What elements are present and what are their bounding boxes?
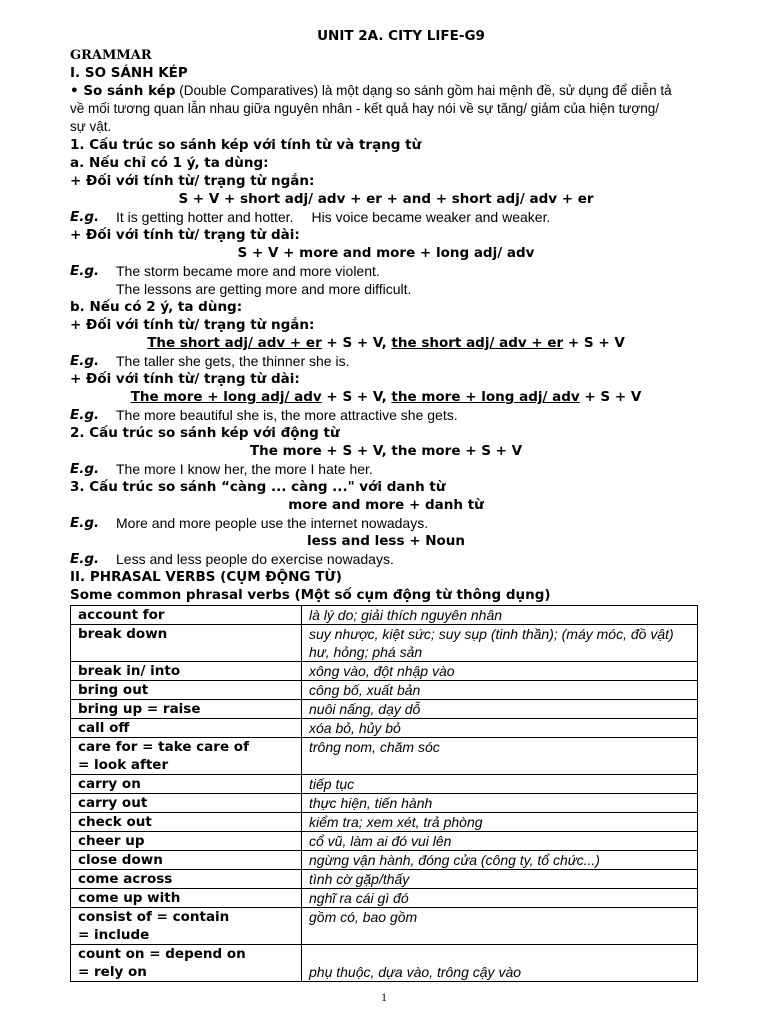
intro-bold: • So sánh kép	[70, 83, 176, 99]
b-long-heading: + Đối với tính từ/ trạng từ dài:	[70, 371, 300, 387]
meaning-text: xóa bỏ, hủy bỏ	[309, 720, 401, 736]
meaning-cell	[302, 625, 698, 662]
formula-noun-2: less and less + Noun	[307, 533, 465, 549]
structure1-heading: 1. Cấu trúc so sánh kép với tính từ và trạng từ	[70, 137, 422, 153]
meaning-cell	[302, 794, 698, 813]
section2-subheading: Some common phrasal verbs (Một số cụm động từ thông dụng)	[70, 587, 551, 603]
meaning-cell	[302, 606, 698, 625]
meaning-cell	[302, 662, 698, 681]
meaning-text: công bố, xuất bản	[309, 682, 421, 698]
example-verb	[70, 460, 702, 478]
table-row	[71, 662, 698, 681]
table-row	[71, 813, 698, 832]
eg-label: E.g.	[70, 407, 100, 423]
meaning-text	[309, 945, 690, 963]
example-text: More and more people use the internet nowadays.	[116, 515, 429, 531]
table-row	[71, 681, 698, 700]
meaning-cell	[302, 832, 698, 851]
page-number: 1	[381, 990, 387, 1004]
table-row	[71, 889, 698, 908]
example-text: The more I know her, the more I hate her.	[116, 461, 373, 477]
grammar-heading: GRAMMAR	[70, 48, 152, 63]
meaning-text: tiếp tục	[309, 776, 355, 792]
table-row	[71, 794, 698, 813]
table-row	[71, 870, 698, 889]
meaning-cell	[302, 945, 698, 982]
example-text: The taller she gets, the thinner she is.	[116, 353, 350, 369]
phrasal-verb-text: consist of = contain	[78, 909, 230, 925]
meaning-text: suy nhược, kiệt sức; suy sụp (tinh thần); (máy móc, đồ vật)	[309, 626, 674, 642]
meaning-text: gồm có, bao gồm	[309, 909, 418, 925]
eg-label: E.g.	[70, 263, 100, 279]
section1-heading: I. SO SÁNH KÉP	[70, 65, 188, 81]
phrasal-verb-text: cheer up	[78, 833, 145, 849]
example-text: The more beautiful she is, the more attractive she gets.	[116, 407, 458, 423]
phrasal-verb-cell	[71, 870, 302, 889]
meaning-text: hư, hỏng; phá sản	[309, 644, 423, 660]
phrasal-verb-cell	[71, 719, 302, 738]
example-text: His voice became weaker and weaker.	[311, 209, 551, 225]
example-long	[70, 262, 702, 280]
phrasal-verb-text: come up with	[78, 890, 181, 906]
meaning-cell	[302, 700, 698, 719]
phrasal-verb-text: = look after	[78, 757, 169, 773]
phrasal-verb-cell	[71, 813, 302, 832]
example-text: The lessons are getting more and more difficult.	[116, 281, 412, 297]
example-noun-2	[70, 550, 702, 568]
meaning-text: ngừng vận hành, đóng cửa (công ty, tổ chức...)	[309, 852, 600, 868]
page-title: UNIT 2A. CITY LIFE-G9	[317, 28, 485, 44]
eg-label: E.g.	[70, 209, 100, 225]
table-row	[71, 738, 698, 775]
formula-part: + S + V,	[321, 389, 392, 405]
meaning-cell	[302, 813, 698, 832]
eg-label: E.g.	[70, 515, 100, 531]
meaning-text: trông nom, chăm sóc	[309, 739, 440, 755]
meaning-cell	[302, 719, 698, 738]
example-short	[70, 208, 702, 226]
formula-part: The short adj/ adv + er	[147, 335, 322, 351]
long-adj-heading: + Đối với tính từ/ trạng từ dài:	[70, 227, 300, 243]
phrasal-verb-cell	[71, 606, 302, 625]
meaning-text: thực hiện, tiến hành	[309, 795, 433, 811]
table-row	[71, 945, 698, 982]
example-noun-1	[70, 514, 702, 532]
phrasal-verb-cell	[71, 700, 302, 719]
intro-paragraph	[70, 82, 702, 136]
phrasal-verb-text: check out	[78, 814, 152, 830]
meaning-text: kiểm tra; xem xét, trả phòng	[309, 814, 483, 830]
formula-noun-1: more and more + danh từ	[288, 497, 484, 513]
example-text: Less and less people do exercise nowadays.	[116, 551, 394, 567]
formula-short: S + V + short adj/ adv + er + and + short adj/ adv + er	[178, 191, 594, 207]
structure2-heading: 2. Cấu trúc so sánh kép với động từ	[70, 425, 340, 441]
meaning-cell	[302, 738, 698, 775]
phrasal-verb-cell	[71, 662, 302, 681]
phrasal-verb-cell	[71, 681, 302, 700]
table-row	[71, 832, 698, 851]
meaning-cell	[302, 908, 698, 945]
phrasal-verb-text: = rely on	[78, 964, 147, 980]
example-b-long	[70, 406, 702, 424]
table-row	[71, 908, 698, 945]
table-row	[71, 775, 698, 794]
example-text: It is getting hotter and hotter.	[116, 209, 294, 225]
phrasal-verb-cell	[71, 945, 302, 982]
phrasal-verb-cell	[71, 794, 302, 813]
example-text: The storm became more and more violent.	[116, 263, 380, 279]
phrasal-verb-text: close down	[78, 852, 163, 868]
phrasal-verb-cell	[71, 908, 302, 945]
formula-part: the short adj/ adv + er	[391, 335, 564, 351]
section2-heading: II. PHRASAL VERBS (CỤM ĐỘNG TỪ)	[70, 569, 342, 585]
phrasal-verb-cell	[71, 832, 302, 851]
example-long-2	[70, 280, 702, 298]
phrasal-verb-text: bring out	[78, 682, 149, 698]
case-a-heading: a. Nếu chỉ có 1 ý, ta dùng:	[70, 155, 269, 171]
phrasal-verb-text: break in/ into	[78, 663, 181, 679]
phrasal-verb-text: bring up = raise	[78, 701, 201, 717]
phrasal-verb-text: care for = take care of	[78, 739, 249, 755]
meaning-cell	[302, 889, 698, 908]
phrasal-verb-cell	[71, 625, 302, 662]
phrasal-verb-text: come across	[78, 871, 173, 887]
phrasal-verb-text: count on = depend on	[78, 946, 246, 962]
table-row	[71, 700, 698, 719]
document-page	[70, 26, 702, 982]
meaning-text: tình cờ gặp/thấy	[309, 871, 410, 887]
table-row	[71, 719, 698, 738]
phrasal-verb-text: account for	[78, 607, 165, 623]
formula-long: S + V + more and more + long adj/ adv	[237, 245, 535, 261]
phrasal-verb-cell	[71, 889, 302, 908]
eg-label: E.g.	[70, 353, 100, 369]
formula-verb: The more + S + V, the more + S + V	[249, 443, 523, 459]
table-row	[71, 625, 698, 662]
formula-b-long	[70, 388, 702, 406]
phrasal-verb-text: break down	[78, 626, 168, 642]
phrasal-verb-cell	[71, 775, 302, 794]
meaning-cell	[302, 775, 698, 794]
phrasal-verbs-table	[70, 605, 698, 982]
formula-part: + S + V	[579, 389, 642, 405]
eg-label: E.g.	[70, 551, 100, 567]
phrasal-verb-text: = include	[78, 927, 150, 943]
meaning-text: nghĩ ra cái gì đó	[309, 890, 409, 906]
intro-line3: sự vật.	[70, 119, 112, 134]
meaning-text: xông vào, đột nhập vào	[309, 663, 455, 679]
intro-line2: về mối tương quan lẫn nhau giữa nguyên nhân - kết quả hay nói về sự tăng/ giảm của hiện tượng/	[70, 101, 659, 116]
b-short-heading: + Đối với tính từ/ trạng từ ngắn:	[70, 317, 315, 333]
intro-text: (Double Comparatives) là một dạng so sánh gồm hai mệnh đề, sử dụng để diễn tả	[175, 83, 672, 98]
eg-label: E.g.	[70, 461, 100, 477]
example-b-short	[70, 352, 702, 370]
formula-part: The more + long adj/ adv	[130, 389, 322, 405]
meaning-cell	[302, 681, 698, 700]
phrasal-verb-text: carry on	[78, 776, 141, 792]
formula-part: + S + V,	[321, 335, 392, 351]
short-adj-heading: + Đối với tính từ/ trạng từ ngắn:	[70, 173, 315, 189]
case-b-heading: b. Nếu có 2 ý, ta dùng:	[70, 299, 243, 315]
meaning-text: phụ thuộc, dựa vào, trông cậy vào	[309, 964, 522, 980]
formula-part: + S + V	[563, 335, 625, 351]
phrasal-verb-cell	[71, 738, 302, 775]
meaning-text: nuôi nấng, dạy dỗ	[309, 701, 421, 717]
formula-part: the more + long adj/ adv	[391, 389, 580, 405]
meaning-text: cổ vũ, làm ai đó vui lên	[309, 833, 452, 849]
table-row	[71, 851, 698, 870]
phrasal-verb-cell	[71, 851, 302, 870]
structure3-heading: 3. Cấu trúc so sánh “càng ... càng ..." với danh từ	[70, 479, 446, 495]
table-row	[71, 606, 698, 625]
phrasal-verb-text: call off	[78, 720, 130, 736]
meaning-text: là lý do; giải thích nguyên nhân	[309, 607, 503, 623]
meaning-cell	[302, 851, 698, 870]
phrasal-verb-text: carry out	[78, 795, 148, 811]
formula-b-short	[70, 334, 702, 352]
meaning-cell	[302, 870, 698, 889]
